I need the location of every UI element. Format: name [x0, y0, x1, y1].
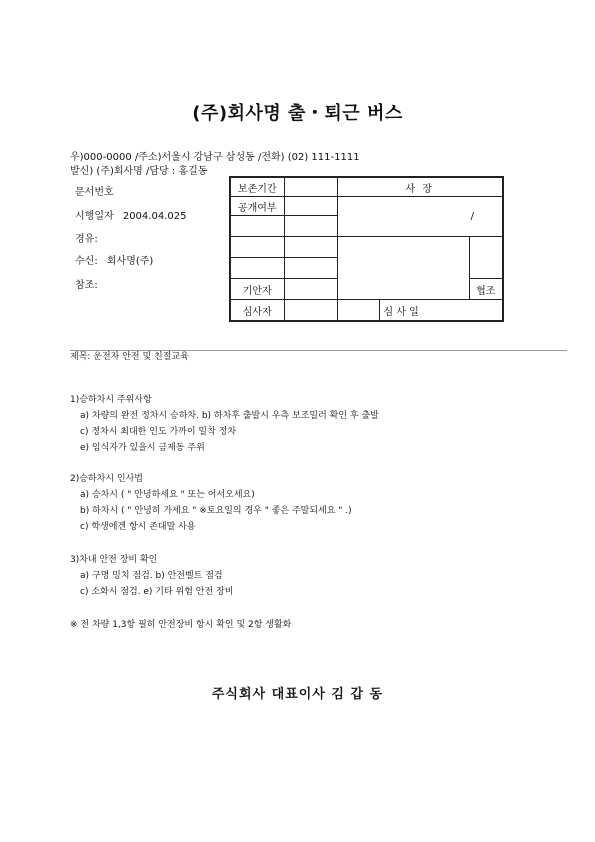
drafter-label: 기안자 — [230, 279, 284, 300]
disclosure-label: 공개여부 — [230, 197, 284, 216]
section-heading: 2)승하차시 인사법 — [70, 474, 143, 484]
approval-blank-cell — [284, 237, 337, 258]
section-2 — [70, 471, 352, 535]
retention-value — [284, 177, 337, 197]
cooperation-label: 협조 — [469, 279, 503, 300]
retention-label: 보존기간 — [230, 177, 284, 197]
list-item: c) 정차시 최대한 인도 가까이 밀착 정차 — [80, 427, 237, 437]
list-item: c) 학생에겐 항시 존대말 사용 — [80, 522, 196, 532]
document-title: (주)회사명 출・퇴근 버스 — [192, 103, 403, 124]
recipient-value: 회사명(주) — [106, 256, 154, 267]
approval-blank-cell — [230, 258, 284, 279]
approval-blank-cell — [230, 237, 284, 258]
list-item: c) 소화시 점검. e) 기타 위험 안전 장비 — [80, 587, 234, 597]
cooperation-empty — [469, 237, 503, 279]
section-heading: 1)승하차시 주위사항 — [70, 395, 152, 405]
section-3 — [70, 552, 233, 600]
list-item: a) 차량의 완전 정차시 승하차. b) 하차후 출발시 우측 보조밀러 확인 후 출발 — [80, 411, 379, 421]
reviewer-label: 심사자 — [230, 300, 284, 322]
president-sign-box — [337, 197, 503, 237]
drafter-value — [284, 279, 337, 300]
address-line: 우)000-0000 /주소)서울시 강남구 삼성동 /전화) (02) 111-1111 — [70, 152, 360, 163]
section-heading: 3)차내 안전 장비 확인 — [70, 555, 158, 565]
recipient-field — [75, 252, 153, 267]
approval-blank-cell — [284, 258, 337, 279]
note-line: ※ 전 차량 1,3항 필히 안전장비 항시 확인 및 2항 생활화 — [70, 620, 292, 630]
date-value: 2004.04.025 — [122, 211, 187, 222]
section-1 — [70, 392, 379, 456]
approval-blank-cell — [230, 216, 284, 237]
president-label: 사 장 — [337, 177, 503, 197]
list-item: e) 임식자가 있을시 금제동 주위 — [80, 443, 205, 453]
doc-number-label: 문서번호 — [75, 187, 114, 198]
reviewer-value — [284, 300, 337, 322]
via-label: 경유: — [75, 234, 98, 245]
list-item: a) 구명 밍치 점검. b) 안전벨트 점검 — [80, 571, 223, 581]
approval-blank-cell — [284, 216, 337, 237]
recipient-label: 수신: — [75, 256, 98, 267]
subject-line: 제목: 운전자 안전 및 친절교육 — [70, 352, 189, 362]
review-date-cell — [379, 300, 503, 322]
review-date-label-spacer — [337, 300, 379, 322]
sender-line: 발신) (주)회사명 /담당 : 홍길동 — [70, 166, 208, 177]
approval-table — [229, 176, 504, 322]
reference-label: 참조: — [75, 280, 98, 291]
disclosure-value — [284, 197, 337, 216]
date-field — [75, 207, 186, 222]
list-item: b) 하차시 ( " 안녕히 가세요 " ※토요일의 경우 " 좋은 주말되세요 " .) — [80, 506, 352, 516]
president-date-slash: / — [470, 211, 474, 222]
date-label: 시행일자 — [75, 211, 114, 222]
list-item: a) 승차시 ( " 안녕하세요 " 또는 어서오세요) — [80, 490, 255, 500]
review-date-label: 심 사 일 — [383, 306, 419, 318]
signature-line: 주식회사 대표이사 김 갑 동 — [211, 687, 384, 702]
cooperation-box — [337, 237, 469, 300]
